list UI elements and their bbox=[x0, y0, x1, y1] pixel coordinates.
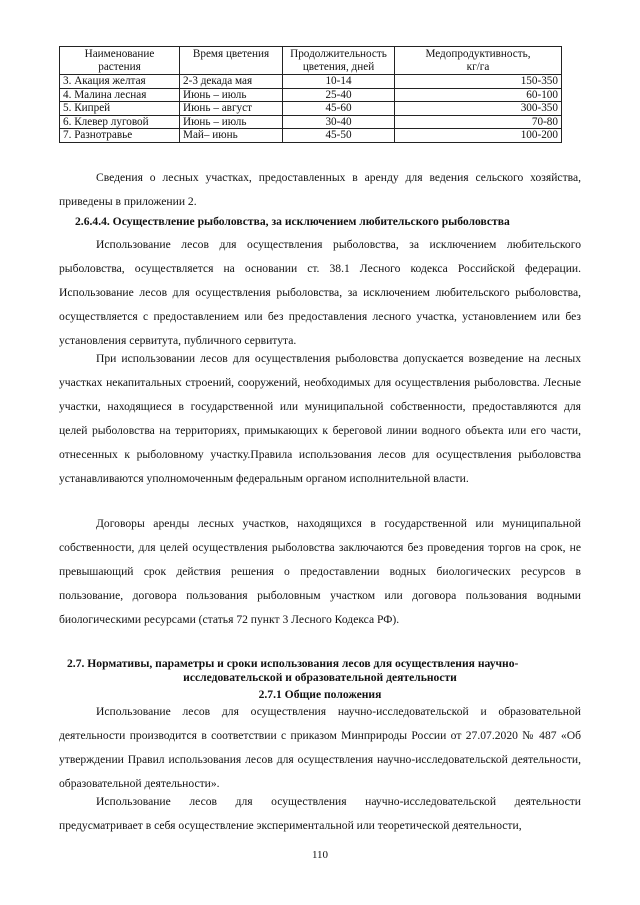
cell-bloom-duration: 30-40 bbox=[283, 115, 395, 129]
table-row bbox=[60, 129, 562, 143]
fishing-paragraph-2 bbox=[59, 347, 581, 491]
paragraph: Использование лесов для осуществления научно-исследовательской деятельности предусматривает в себя осуществление экспериментальной или теоретической деятельности, bbox=[59, 795, 581, 832]
cell-bloom-time: Июнь – июль bbox=[180, 115, 283, 129]
fishing-paragraph-3 bbox=[59, 512, 581, 632]
table-row bbox=[60, 102, 562, 116]
cell-bloom-time: 2-3 декада мая bbox=[180, 75, 283, 89]
cell-plant-name: 6. Клевер луговой bbox=[60, 115, 180, 129]
cell-bloom-duration: 45-60 bbox=[283, 102, 395, 116]
header-honey-productivity: Медопродуктивность, кг/га bbox=[395, 47, 562, 75]
cell-bloom-duration: 10-14 bbox=[283, 75, 395, 89]
cell-bloom-time: Июнь – июль bbox=[180, 88, 283, 102]
paragraph: Договоры аренды лесных участков, находящихся в государственной или муниципальной собственности, для целей осуществления рыболовства заключаются без проведения торгов на срок, не превышающий срок действия решения о предоставлении водных биологических ресурсов в пользование, договора пользования рыболовным участком или договора пользования водными биологическими ресурсами (статья 72 пункт 3 Лесного Кодекса РФ). bbox=[59, 517, 581, 626]
table-row bbox=[60, 88, 562, 102]
header-plant-name: Наименование растения bbox=[60, 47, 180, 75]
fishing-paragraph-1 bbox=[59, 233, 581, 353]
cell-plant-name: 7. Разнотравье bbox=[60, 129, 180, 143]
cell-honey-productivity: 300-350 bbox=[395, 102, 562, 116]
cell-bloom-duration: 45-50 bbox=[283, 129, 395, 143]
research-paragraph-1 bbox=[59, 700, 581, 796]
cell-honey-productivity: 150-350 bbox=[395, 75, 562, 89]
paragraph: Использование лесов для осуществления научно-исследовательской и образовательной деятельности производится в соответствии с приказом Минприроды России от 27.07.2020 № 487 «Об утверждении Правил использования лесов для осуществления научно-исследовательской деятельности, образовательной деятельности». bbox=[59, 705, 581, 790]
cell-honey-productivity: 100-200 bbox=[395, 129, 562, 143]
paragraph: При использовании лесов для осуществления рыболовства допускается возведение на лесных участках некапитальных строений, сооружений, необходимых для осуществления рыболовства. Лесные участки, находящиеся в государственной или муниципальной собственности, предоставляются для целей рыболовства на территориях, примыкающих к береговой линии водного объекта или его части, отнесенных к рыболовному участку.Правила использования лесов для осуществления рыболовства устанавливаются уполномоченным федеральным органом исполнительной власти. bbox=[59, 352, 581, 485]
section-heading-fishing: 2.6.4.4. Осуществление рыболовства, за исключением любительского рыболовства bbox=[75, 215, 510, 228]
research-paragraph-2 bbox=[59, 790, 581, 838]
honey-plants-table bbox=[59, 46, 562, 143]
header-bloom-time: Время цветения bbox=[180, 47, 283, 75]
cell-bloom-time: Июнь – август bbox=[180, 102, 283, 116]
header-bloom-duration: Продолжительность цветения, дней bbox=[283, 47, 395, 75]
subsection-heading-general: 2.7.1 Общие положения bbox=[258, 688, 382, 701]
cell-bloom-time: Май– июнь bbox=[180, 129, 283, 143]
cell-plant-name: 3. Акация желтая bbox=[60, 75, 180, 89]
cell-honey-productivity: 60-100 bbox=[395, 88, 562, 102]
appendix-note bbox=[59, 166, 581, 214]
cell-plant-name: 4. Малина лесная bbox=[60, 88, 180, 102]
table-row bbox=[60, 75, 562, 89]
section-heading-research: 2.7. Нормативы, параметры и сроки использования лесов для осуществления научно- исследовательской и образовательной деятельности bbox=[67, 657, 519, 684]
cell-honey-productivity: 70-80 bbox=[395, 115, 562, 129]
cell-plant-name: 5. Кипрей bbox=[60, 102, 180, 116]
paragraph: Использование лесов для осуществления рыболовства, за исключением любительского рыболовства, осуществляется на основании ст. 38.1 Лесного кодекса Российской федерации. Использование лесов для осуществления рыболовства, за исключением любительского рыболовства, осуществляется с предоставлением или без предоставления лесного участка, установлением или без установления сервитута, публичного сервитута. bbox=[59, 238, 581, 347]
page-number: 110 bbox=[311, 849, 329, 861]
table-header-row bbox=[60, 47, 562, 75]
table-row bbox=[60, 115, 562, 129]
cell-bloom-duration: 25-40 bbox=[283, 88, 395, 102]
paragraph: Сведения о лесных участках, предоставленных в аренду для ведения сельского хозяйства, приведены в приложении 2. bbox=[59, 171, 581, 208]
